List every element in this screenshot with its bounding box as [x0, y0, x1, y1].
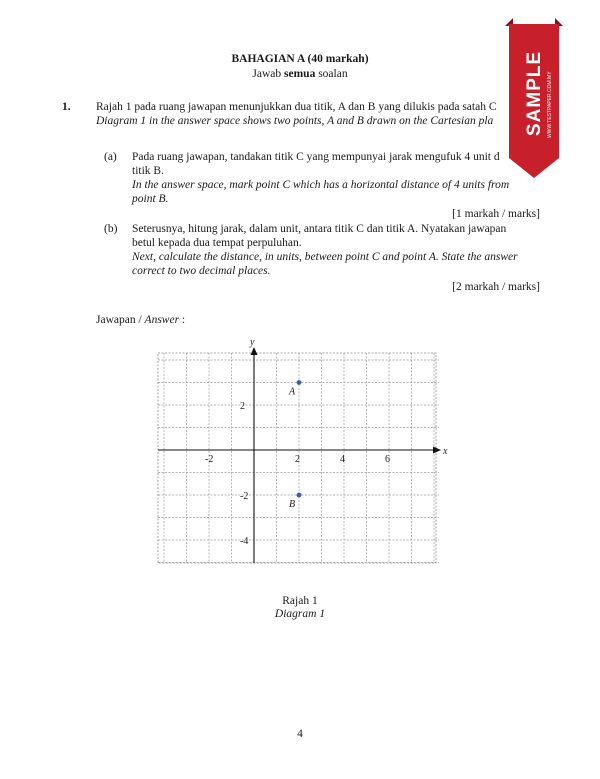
section-title: BAHAGIAN A (40 markah) [231, 53, 369, 65]
part-b-label: (b) [104, 223, 118, 235]
diagram-caption-english: Diagram 1 [274, 608, 326, 620]
part-b-malay-1: Seterusnya, hitung jarak, dalam unit, antara titik C dan titik A. Nyatakan jawapan [132, 223, 507, 235]
y-axis-arrow [251, 347, 258, 355]
x-tick-label: 2 [295, 454, 300, 465]
y-tick-label: -2 [240, 491, 249, 502]
part-a-label: (a) [104, 151, 117, 163]
part-b-english-1: Next, calculate the distance, in units, between point C and point A. State the answer [132, 251, 518, 263]
y-tick-label: 2 [240, 401, 245, 412]
y-axis-label: y [250, 337, 255, 348]
x-axis-arrow [433, 447, 441, 454]
part-b-malay-2: betul kepada dua tempat perpuluhan. [132, 237, 302, 249]
question-number: 1. [62, 101, 71, 113]
part-a-malay-2: titik B. [132, 165, 164, 177]
diagram-caption-malay: Rajah 1 [282, 595, 318, 607]
section-instruction: Jawab semua soalan [252, 68, 348, 80]
point-label-B: B [289, 499, 296, 510]
part-a-malay-1: Pada ruang jawapan, tandakan titik C yang mempunyai jarak mengufuk 4 unit d [132, 151, 500, 163]
part-a-english-1: In the answer space, mark point C which has a horizontal distance of 4 units from [132, 179, 510, 191]
point-label-A: A [289, 386, 296, 398]
part-a-english-2: point B. [132, 193, 169, 205]
watermark-url: WWW.TESTPAPER.COM.MY [547, 71, 553, 138]
point-A [297, 380, 302, 385]
part-b-marks: [2 markah / marks] [452, 281, 540, 293]
answer-label: Jawapan / Answer : [96, 314, 186, 326]
question-text-english: Diagram 1 in the answer space shows two points, A and B drawn on the Cartesian pla [96, 115, 494, 127]
x-tick-label: -2 [205, 454, 214, 465]
page-number: 4 [297, 728, 303, 740]
watermark-text: SAMPLE [524, 50, 545, 136]
sample-watermark-ribbon [505, 18, 563, 183]
question-text-malay: Rajah 1 pada ruang jawapan menunjukkan dua titik, A dan B yang dilukis pada satah C [96, 101, 497, 113]
x-tick-label: 4 [340, 454, 345, 465]
tick-labels [205, 401, 390, 547]
point-B [297, 493, 302, 498]
part-b-english-2: correct to two decimal places. [132, 265, 271, 277]
axes [158, 337, 448, 563]
x-axis-label: x [443, 446, 448, 457]
x-tick-label: 6 [385, 454, 390, 465]
y-tick-label: -4 [240, 536, 249, 547]
part-a-marks: [1 markah / marks] [452, 208, 540, 220]
plotted-points [288, 380, 301, 510]
